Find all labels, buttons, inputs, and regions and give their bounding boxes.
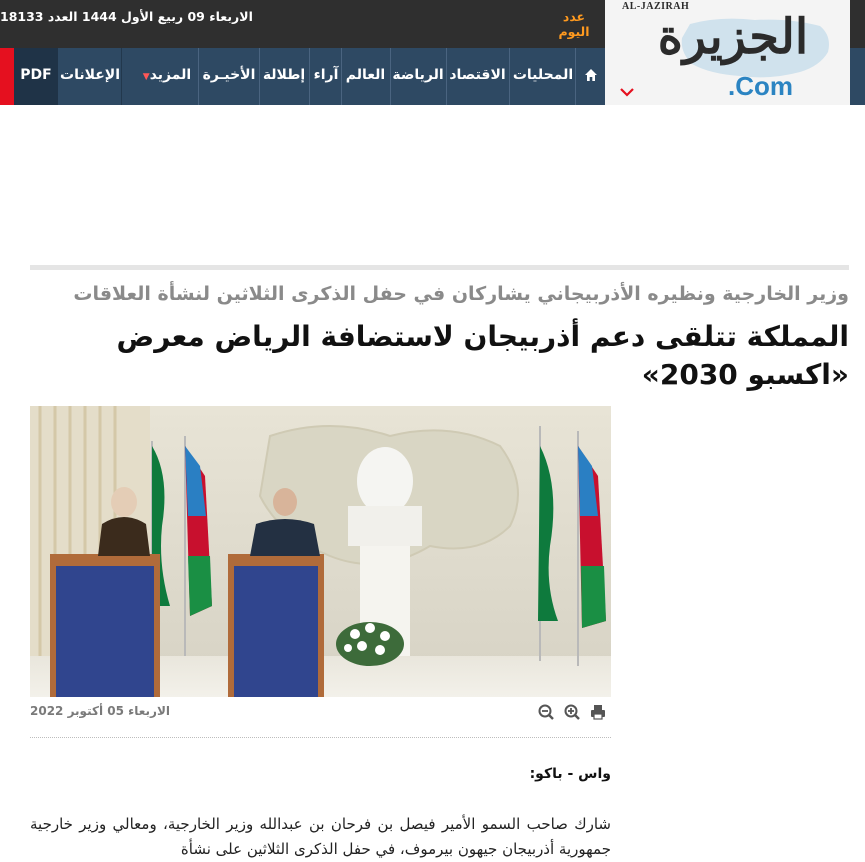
nav-item-sports[interactable]: الرياضة: [392, 67, 444, 83]
nav-divider: [341, 48, 342, 105]
nav-pdf-label: PDF: [20, 67, 52, 83]
nav-item-pdf[interactable]: [14, 48, 58, 105]
print-icon[interactable]: [589, 702, 607, 722]
nav-item-world[interactable]: العالم: [345, 67, 386, 83]
article-subtitle: وزير الخارجية ونظيره الأذربيجاني يشاركان في حفل الذكرى الثلاثين لنشأة العلاقات: [73, 283, 849, 305]
home-icon[interactable]: [584, 68, 598, 82]
issue-date: الاربعاء 09 ربيع الأول 1444 العدد 18133: [0, 9, 253, 24]
nav-divider: [309, 48, 310, 105]
nav-item-last[interactable]: الأخيـرة: [202, 67, 256, 83]
nav-divider: [509, 48, 510, 105]
nav-right-gutter: [850, 48, 865, 105]
nav-item-ads[interactable]: الإعلانات: [60, 67, 120, 83]
article-tools: [537, 702, 609, 722]
logo-dotcom: .Com: [728, 71, 793, 101]
nav-divider: [390, 48, 391, 105]
nav-more-label: المزيد: [149, 67, 192, 83]
logo-arabic: الجزيرة: [657, 9, 809, 65]
nav-accent-strip: [0, 48, 14, 105]
nav-divider: [446, 48, 447, 105]
article-headline: المملكة تتلقى دعم أذربيجان لاستضافة الرياض معرض «اكسبو 2030»: [116, 320, 849, 391]
nav-item-view[interactable]: إطلالة: [262, 67, 306, 83]
article-date: الاربعاء 05 أكتوبر 2022: [30, 704, 171, 718]
nav-divider: [121, 48, 122, 105]
article-photo[interactable]: [30, 406, 611, 697]
logo-english: AL-JAZIRAH: [622, 1, 690, 12]
chevron-down-icon: ▼: [142, 72, 150, 82]
meta-divider: [30, 737, 611, 738]
nav-item-local[interactable]: المحليات: [512, 67, 574, 83]
today-issue-link[interactable]: عدد اليوم: [558, 9, 590, 39]
nav-item-more[interactable]: [133, 48, 195, 105]
main-nav: [0, 48, 605, 105]
nav-item-opinions[interactable]: آراء: [313, 67, 339, 83]
nav-item-economy[interactable]: الاقتصاد: [449, 67, 506, 83]
chevron-down-icon[interactable]: [620, 87, 634, 97]
article-body: شارك صاحب السمو الأمير فيصل بن فرحان بن عبدالله وزير الخارجية، ومعالي وزير خارجية جمهورية أذربيجان جيهون بيرموف، في حفل الذكرى الثلاثين على نشأة: [30, 815, 611, 858]
zoom-in-icon[interactable]: [563, 702, 581, 722]
nav-divider: [575, 48, 576, 105]
nav-divider: [259, 48, 260, 105]
content-divider: [30, 265, 849, 270]
zoom-out-icon[interactable]: [537, 702, 555, 722]
nav-divider: [198, 48, 199, 105]
article-source: واس - باكو:: [529, 766, 611, 782]
